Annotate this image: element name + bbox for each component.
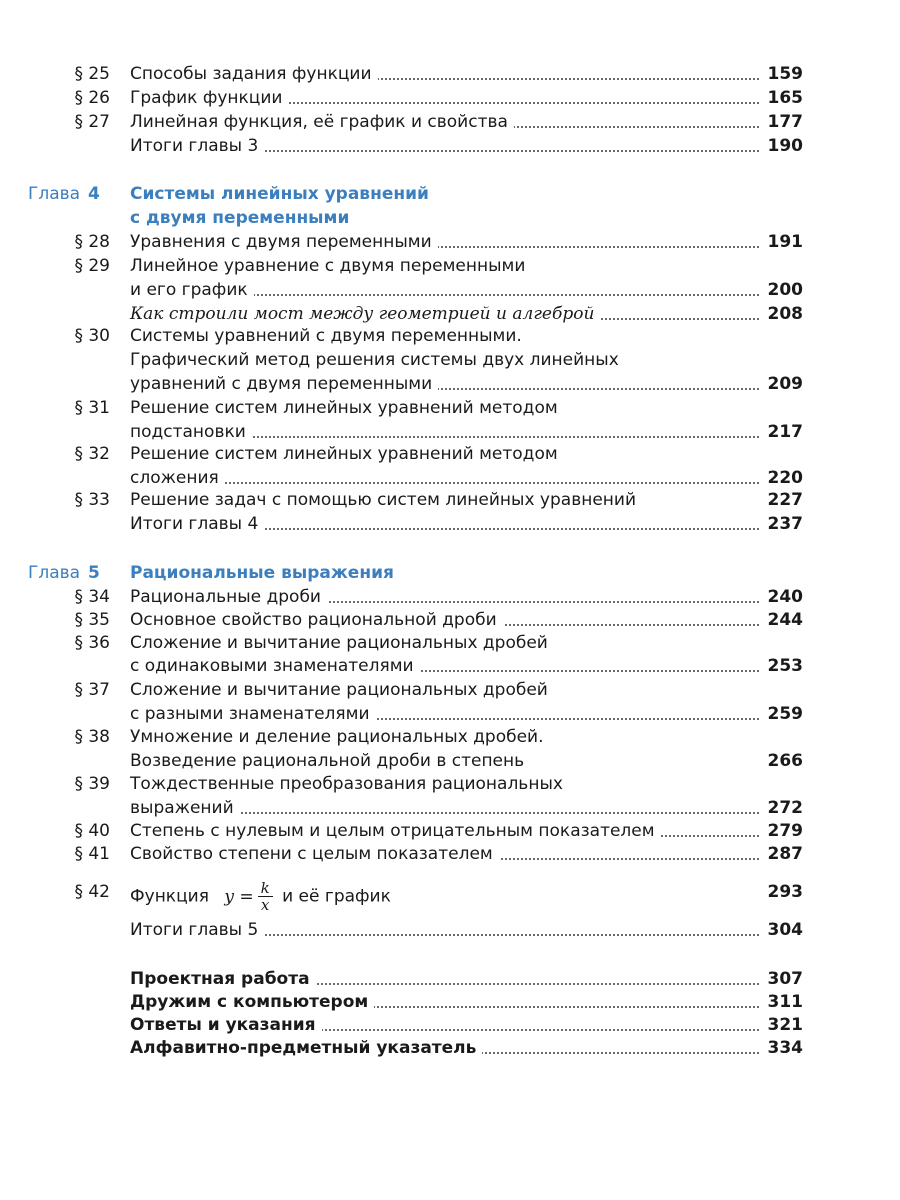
page-number: 209 (760, 372, 804, 396)
page-number: 190 (760, 134, 804, 158)
toc-entry-computer[interactable] (130, 990, 803, 1014)
page-number: 244 (760, 608, 804, 632)
page-number: 165 (760, 86, 804, 110)
section-number-38: § 38 (74, 727, 110, 747)
chapter-number: 5 (88, 563, 100, 583)
entry-title: Тождественные преобразования рациональных (130, 772, 569, 796)
section-number-39: § 39 (74, 774, 110, 794)
entry-title: Возведение рациональной дроби в степень (130, 749, 530, 773)
section-number-35: § 35 (74, 610, 110, 630)
fraction-k-over-x (258, 880, 273, 913)
entry-title: Как строили мост между геометрией и алгеброй (130, 302, 600, 326)
toc-entry-41[interactable] (130, 842, 803, 866)
toc-entry-31-line2[interactable] (130, 420, 803, 444)
page-number: 240 (760, 585, 804, 609)
toc-entry-chapter3-summary[interactable] (130, 134, 803, 158)
page-number: 266 (760, 749, 804, 773)
entry-title: Системы уравнений с двумя переменными. (130, 324, 528, 348)
section-number-41: § 41 (74, 844, 110, 864)
section-number-32: § 32 (74, 444, 110, 464)
toc-entry-index[interactable] (130, 1036, 803, 1060)
toc-entry-32-line2[interactable] (130, 466, 803, 490)
section-number-28: § 28 (74, 232, 110, 252)
entry-title: Уравнения с двумя переменными (130, 230, 438, 254)
page-number: 259 (760, 702, 804, 726)
entry-title: Алфавитно-предметный указатель (130, 1036, 482, 1060)
toc-entry-answers[interactable] (130, 1013, 803, 1037)
chapter-number: 4 (88, 184, 100, 204)
entry-title: Линейная функция, её график и свойства (130, 110, 514, 134)
toc-entry-32-line1[interactable] (130, 442, 803, 466)
entry-title: Сложение и вычитание рациональных дробей (130, 678, 554, 702)
entry-suffix: и её график (282, 886, 391, 907)
toc-entry-37-line2[interactable] (130, 702, 803, 726)
toc-entry-26[interactable] (130, 86, 803, 110)
section-number-34: § 34 (74, 587, 110, 607)
entry-title (130, 880, 397, 913)
page-number: 220 (760, 466, 804, 490)
page-number: 311 (760, 990, 804, 1014)
section-number-25: § 25 (74, 64, 110, 84)
entry-title: выражений (130, 796, 240, 820)
page-number: 217 (760, 420, 804, 444)
entry-title: Рациональные дроби (130, 585, 327, 609)
section-number-36: § 36 (74, 633, 110, 653)
entry-title: Решение систем линейных уравнений методом (130, 396, 564, 420)
entry-title: График функции (130, 86, 288, 110)
fraction-denominator: x (260, 896, 270, 914)
page-number: 304 (760, 918, 804, 942)
entry-title: Итоги главы 3 (130, 134, 264, 158)
toc-entry-chapter4-summary[interactable] (130, 512, 803, 536)
toc-entry-project[interactable] (130, 967, 803, 991)
entry-title: Итоги главы 4 (130, 512, 264, 536)
toc-entry-29-line2[interactable] (130, 278, 803, 302)
page-number: 227 (760, 488, 804, 512)
entry-title: сложения (130, 466, 225, 490)
section-number-26: § 26 (74, 88, 110, 108)
toc-entry-30-line3[interactable] (130, 372, 803, 396)
fraction-numerator: k (258, 880, 273, 897)
toc-entry-35[interactable] (130, 608, 803, 632)
toc-entry-34[interactable] (130, 585, 803, 609)
toc-entry-30-line1[interactable] (130, 324, 803, 348)
entry-title: с разными знаменателями (130, 702, 376, 726)
toc-entry-29-line1[interactable] (130, 254, 803, 278)
toc-entry-36-line2[interactable] (130, 654, 803, 678)
page-number: 287 (760, 842, 804, 866)
entry-title: и его график (130, 278, 254, 302)
section-number-33: § 33 (74, 490, 110, 510)
entry-title: Дружим с компьютером (130, 990, 374, 1014)
chapter-title-line2[interactable]: с двумя переменными (130, 208, 350, 228)
entry-title: Линейное уравнение с двумя переменными (130, 254, 531, 278)
page-number: 191 (760, 230, 804, 254)
dot-leader (130, 482, 803, 484)
section-number-31: § 31 (74, 398, 110, 418)
entry-title: с одинаковыми знаменателями (130, 654, 420, 678)
chapter-label: Глава (28, 184, 81, 204)
toc-entry-25[interactable] (130, 62, 803, 86)
entry-title: Проектная работа (130, 967, 316, 991)
page-number: 253 (760, 654, 804, 678)
section-number-30: § 30 (74, 326, 110, 346)
toc-entry-38-line2[interactable] (130, 749, 803, 773)
toc-entry-27[interactable] (130, 110, 803, 134)
entry-title: Ответы и указания (130, 1013, 322, 1037)
entry-title: Умножение и деление рациональных дробей. (130, 725, 550, 749)
toc-entry-38-line1[interactable] (130, 725, 803, 749)
chapter-title-line1[interactable]: Системы линейных уравнений (130, 184, 429, 204)
entry-title: Решение задач с помощью систем линейных уравнений (130, 488, 642, 512)
page-number: 334 (760, 1036, 804, 1060)
page-number: 307 (760, 967, 804, 991)
section-number-37: § 37 (74, 680, 110, 700)
chapter-label: Глава (28, 563, 81, 583)
entry-title: Основное свойство рациональной дроби (130, 608, 503, 632)
toc-entry-36-line1[interactable] (130, 631, 803, 655)
toc-entry-37-line1[interactable] (130, 678, 803, 702)
toc-entry-history[interactable] (130, 302, 803, 326)
section-number-40: § 40 (74, 821, 110, 841)
toc-entry-42[interactable] (130, 870, 803, 914)
toc-entry-39-line2[interactable] (130, 796, 803, 820)
page-number: 237 (760, 512, 804, 536)
page-number: 200 (760, 278, 804, 302)
entry-title: Итоги главы 5 (130, 918, 264, 942)
toc-entry-39-line1[interactable] (130, 772, 803, 796)
entry-title: Сложение и вычитание рациональных дробей (130, 631, 554, 655)
entry-title: Способы задания функции (130, 62, 378, 86)
page-number: 177 (760, 110, 804, 134)
entry-title: уравнений с двумя переменными (130, 372, 438, 396)
entry-title: Степень с нулевым и целым отрицательным показателем (130, 819, 661, 843)
page-number: 321 (760, 1013, 804, 1037)
entry-prefix: Функция (130, 886, 209, 907)
page-number: 208 (760, 302, 804, 326)
toc-entry-28[interactable] (130, 230, 803, 254)
page-number: 293 (760, 880, 804, 904)
entry-title: Решение систем линейных уравнений методом (130, 442, 564, 466)
section-number-27: § 27 (74, 112, 110, 132)
toc-entry-chapter5-summary[interactable] (130, 918, 803, 942)
entry-title: подстановки (130, 420, 252, 444)
toc-entry-33[interactable] (130, 488, 803, 512)
toc-entry-40[interactable] (130, 819, 803, 843)
entry-title: Графический метод решения системы двух линейных (130, 348, 625, 372)
section-number-42: § 42 (74, 882, 110, 902)
entry-title: Свойство степени с целым показателем (130, 842, 499, 866)
toc-entry-30-line2[interactable] (130, 348, 803, 372)
page-number: 159 (760, 62, 804, 86)
page-number: 279 (760, 819, 804, 843)
formula-lhs: y = (224, 886, 254, 907)
section-number-29: § 29 (74, 256, 110, 276)
chapter-title[interactable]: Рациональные выражения (130, 563, 394, 583)
page-number: 272 (760, 796, 804, 820)
toc-entry-31-line1[interactable] (130, 396, 803, 420)
